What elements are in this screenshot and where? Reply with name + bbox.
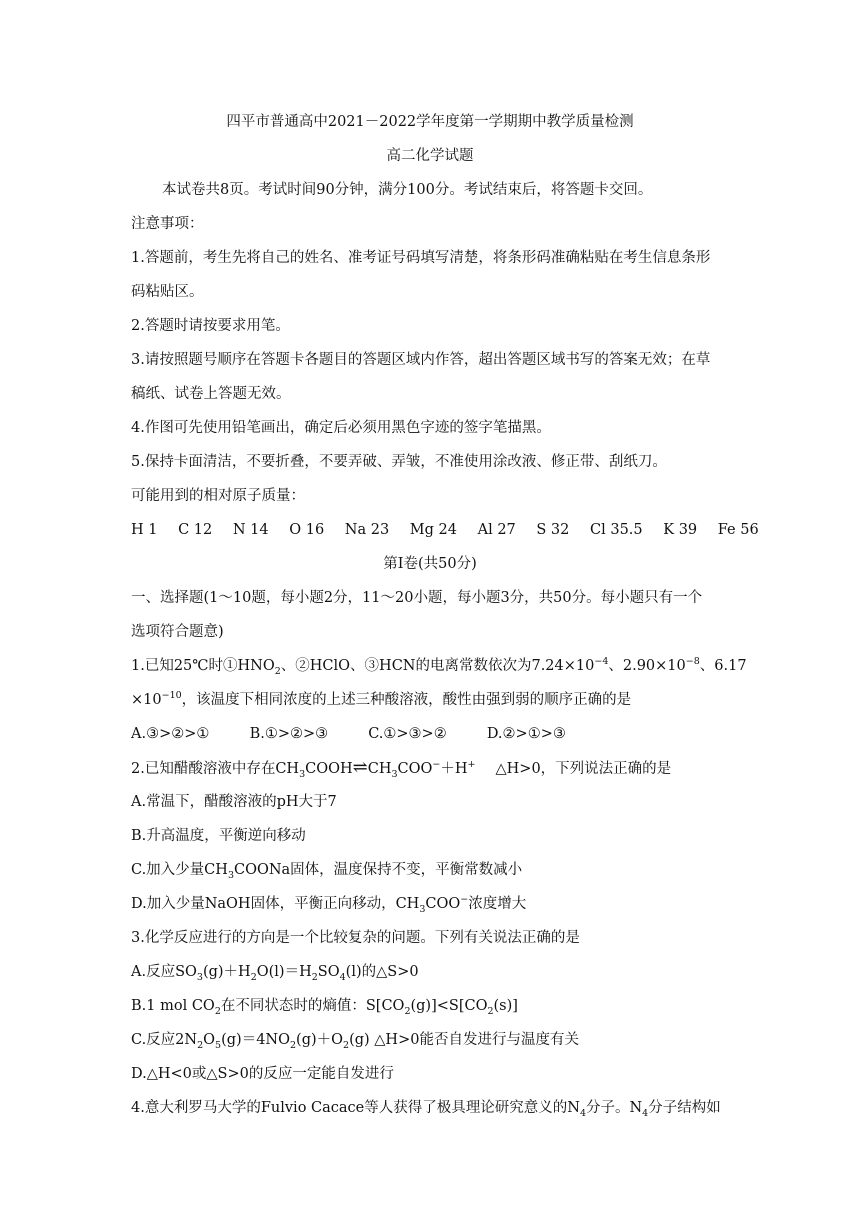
atomic-mass: C 12 (178, 522, 213, 538)
notice-item-3-cont: 稿纸、试卷上答题无效。 (131, 386, 291, 402)
atomic-mass: Fe 56 (717, 522, 759, 538)
question-3-option-c[interactable]: C.反应$2N_2O_5(g)=4NO_2(g)+O_2(g)$ △H>0能否自发进行与温度有关 (131, 1032, 579, 1051)
atomic-mass-heading: 可能用到的相对原子质量： (131, 488, 305, 504)
atomic-mass: S 32 (536, 522, 570, 538)
section-instruction: 一、选择题(1～10题，每小题2分，11～20小题，每小题3分，共50分。每小题只有一个 (131, 590, 703, 606)
section-instruction-cont: 选项符合题意) (131, 624, 224, 640)
question-3-option-d[interactable]: D.△H<0或△S>0的反应一定能自发进行 (131, 1066, 394, 1082)
question-2-option-a[interactable]: A.常温下，醋酸溶液的pH大于7 (131, 794, 337, 810)
question-2-stem: 2.已知醋酸溶液中存在$CH_3COOH\rightleftharpoons CH_3COO^-+H^+$ △H>0，下列说法正确的是 (131, 757, 672, 780)
question-2-option-c[interactable]: C.加入少量$CH_3COONa$固体，温度保持不变，平衡常数减小 (131, 862, 523, 881)
atomic-mass: O 16 (289, 522, 325, 538)
atomic-mass: N 14 (232, 522, 269, 538)
atomic-mass: Cl 35.5 (590, 522, 643, 538)
atomic-mass: Al 27 (477, 522, 516, 538)
section-title: 第I卷(共50分) (383, 556, 477, 572)
notice-item-3: 3.请按照题号顺序在答题卡各题目的答题区域内作答，超出答题区域书写的答案无效；在草 (131, 352, 711, 368)
atomic-mass: H 1 (131, 522, 158, 538)
exam-intro: 本试卷共8页。考试时间90分钟，满分100分。考试结束后，将答题卡交回。 (162, 182, 653, 198)
option-d[interactable]: D.②>①>③ (486, 726, 566, 742)
notice-heading: 注意事项： (131, 216, 204, 232)
question-2-option-b[interactable]: B.升高温度，平衡逆向移动 (131, 828, 306, 844)
option-c[interactable]: C.①>③>② (368, 726, 447, 742)
notice-item-1-cont: 码粘贴区。 (131, 284, 204, 300)
atomic-mass: Na 23 (344, 522, 390, 538)
question-4-stem: 4.意大利罗马大学的Fulvio Cacace等人获得了极具理论研究意义的$N_4$分子。$N_4$分子结构如 (131, 1100, 721, 1119)
option-b[interactable]: B.①>②>③ (249, 726, 329, 742)
notice-item-2: 2.答题时请按要求用笔。 (131, 318, 290, 334)
exam-subtitle: 高二化学试题 (386, 148, 474, 164)
question-3-option-b[interactable]: B.1 mol $CO_2$在不同状态时的熵值：$S[CO_2(g)]<S[CO_2(s)]$ (131, 998, 518, 1017)
exam-title: 四平市普通高中2021－2022学年度第一学期期中教学质量检测 (226, 114, 634, 130)
atomic-mass: K 39 (663, 522, 698, 538)
notice-item-5: 5.保持卡面清洁，不要折叠，不要弄破、弄皱，不准使用涂改液、修正带、刮纸刀。 (131, 454, 667, 470)
option-a[interactable]: A.③>②>① (131, 726, 210, 742)
atomic-mass-list (131, 520, 775, 540)
question-1-stem-cont: $\times 10^{-10}$，该温度下相同浓度的上述三种酸溶液，酸性由强到弱的顺序正确的是 (131, 690, 632, 708)
question-2-option-d[interactable]: D.加入少量NaOH固体，平衡正向移动，$CH_3COO^-$浓度增大 (131, 894, 527, 915)
atomic-mass: Mg 24 (409, 522, 457, 538)
question-3-stem: 3.化学反应进行的方向是一个比较复杂的问题。下列有关说法正确的是 (131, 930, 580, 946)
question-1-stem: 1.已知25℃时$①HNO_2$、②HClO、③HCN的电离常数依次为$7.24\times 10^{-4}$、$2.90\times 10^{-8}$、6.17 (131, 656, 747, 677)
notice-item-4: 4.作图可先使用铅笔画出，确定后必须用黑色字迹的签字笔描黑。 (131, 420, 551, 436)
notice-item-1: 1.答题前，考生先将自己的姓名、准考证号码填写清楚，将条形码准确粘贴在考生信息条形 (131, 250, 711, 266)
equilibrium-arrow: ⇌ (352, 757, 368, 778)
question-1-options (131, 724, 566, 744)
question-3-option-a[interactable]: A.反应$SO_3(g)+H_2O(l)=H_2SO_4(l)$的△S>0 (131, 964, 419, 983)
